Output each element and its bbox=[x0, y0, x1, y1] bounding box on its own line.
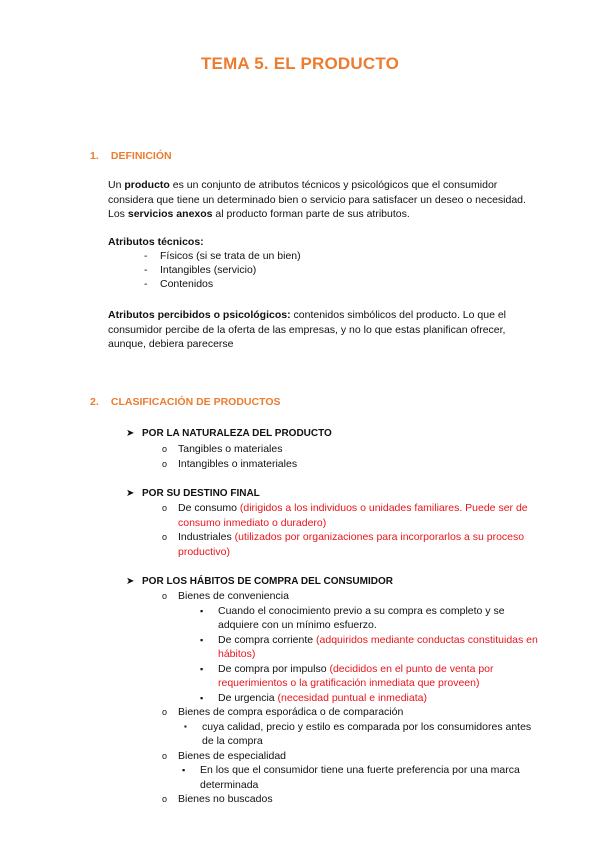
arrow-bullet-icon: ➤ bbox=[126, 488, 135, 499]
group-naturaleza-list bbox=[162, 442, 542, 471]
item-consumo-note: (dirigidos a los individuos o unidades familiares. Puede ser de consumo inmediato o duradero) bbox=[178, 502, 528, 529]
conveniencia-sublist bbox=[200, 604, 542, 706]
list-item bbox=[162, 501, 542, 530]
definition-paragraph bbox=[108, 178, 538, 222]
list-item: o Bienes de conveniencia bbox=[162, 589, 542, 604]
perceived-attributes-paragraph bbox=[108, 308, 538, 352]
item-consumo-label: De consumo bbox=[178, 502, 240, 514]
list-item: ▪ En los que el consumidor tiene una fuerte preferencia por una marca determinada bbox=[182, 763, 542, 792]
list-item bbox=[200, 691, 542, 706]
section-1-heading bbox=[90, 150, 172, 162]
page-title: TEMA 5. EL PRODUCTO bbox=[200, 54, 400, 73]
list-item: o Bienes de especialidad bbox=[162, 749, 542, 764]
list-item: o Tangibles o materiales bbox=[162, 442, 542, 457]
list-item: - Intangibles (servicio) bbox=[144, 263, 301, 277]
group-destino-list bbox=[162, 501, 542, 559]
definition-bold-servicios: servicios anexos bbox=[127, 208, 213, 220]
section-2-heading bbox=[90, 396, 281, 408]
tech-attributes-label-text: Atributos técnicos: bbox=[108, 236, 204, 248]
section-1-number: 1. bbox=[90, 150, 99, 162]
list-item: ▪ Cuando el conocimiento previo a su compra es completo y se adquiere con un mínimo esfuerzo. bbox=[200, 604, 542, 633]
compra-corriente-label: De compra corriente bbox=[218, 633, 317, 646]
arrow-bullet-icon: ➤ bbox=[126, 576, 135, 587]
list-item: o Bienes de compra esporádica o de comparación bbox=[162, 705, 542, 720]
list-item: - Contenidos bbox=[144, 277, 301, 291]
list-item: ▪ cuya calidad, precio y estilo es comparada por los consumidores antes de la compra bbox=[184, 720, 542, 749]
compra-impulso-note: (decididos en el punto de venta por requerimientos o la gratificación inmediata que proveen) bbox=[218, 662, 494, 689]
group-naturaleza-heading bbox=[126, 428, 332, 439]
list-item bbox=[200, 633, 542, 662]
list-item bbox=[162, 530, 542, 559]
urgencia-note: (necesidad puntual e inmediata) bbox=[277, 691, 427, 704]
especialidad-sublist bbox=[182, 763, 542, 792]
group-habitos-list bbox=[162, 589, 542, 807]
definition-bold-producto: producto bbox=[124, 179, 170, 191]
group-destino-title: POR SU DESTINO FINAL bbox=[142, 488, 260, 499]
list-item: - Físicos (si se trata de un bien) bbox=[144, 249, 301, 263]
perceived-text: contenidos simbólicos del producto. Lo que el consumidor percibe de la oferta de las empresas, y no lo que estas planifican ofrecer, aunque, debiera parecerse bbox=[108, 309, 506, 350]
definition-text-1: Un bbox=[108, 179, 125, 191]
definition-text-3: al producto forman parte de sus atributos. bbox=[212, 208, 410, 220]
compra-corriente-note: (adquiridos mediante conductas constituidas en hábitos) bbox=[218, 633, 538, 660]
group-habitos-title: POR LOS HÁBITOS DE COMPRA DEL CONSUMIDOR bbox=[142, 576, 393, 587]
group-destino-heading bbox=[126, 488, 260, 499]
list-item: o Intangibles o inmateriales bbox=[162, 457, 542, 472]
section-1-title: DEFINICIÓN bbox=[110, 150, 172, 162]
group-naturaleza-title: POR LA NATURALEZA DEL PRODUCTO bbox=[142, 428, 332, 439]
tech-attributes-label bbox=[108, 235, 538, 250]
tech-attributes-list bbox=[144, 249, 301, 291]
perceived-label: Atributos percibidos o psicológicos: bbox=[108, 309, 291, 321]
list-item bbox=[200, 662, 542, 691]
section-2-number: 2. bbox=[90, 396, 99, 408]
definition-text-2: es un conjunto de atributos técnicos y psicológicos que el consumidor considera que tiene un determinado bien o servicio para satisfacer un deseo o necesidad. Los bbox=[108, 179, 526, 220]
urgencia-label: De urgencia bbox=[218, 691, 278, 704]
list-item: o Bienes no buscados bbox=[162, 792, 542, 807]
item-industriales-note: (utilizados por organizaciones para incorporarlos a su proceso productivo) bbox=[178, 531, 525, 558]
esporadica-sublist bbox=[184, 720, 542, 749]
compra-impulso-label: De compra por impulso bbox=[218, 662, 330, 675]
section-2-title: CLASIFICACIÓN DE PRODUCTOS bbox=[110, 396, 281, 408]
arrow-bullet-icon: ➤ bbox=[126, 428, 135, 439]
group-habitos-heading bbox=[126, 576, 393, 587]
item-industriales-label: Industriales bbox=[178, 531, 235, 543]
